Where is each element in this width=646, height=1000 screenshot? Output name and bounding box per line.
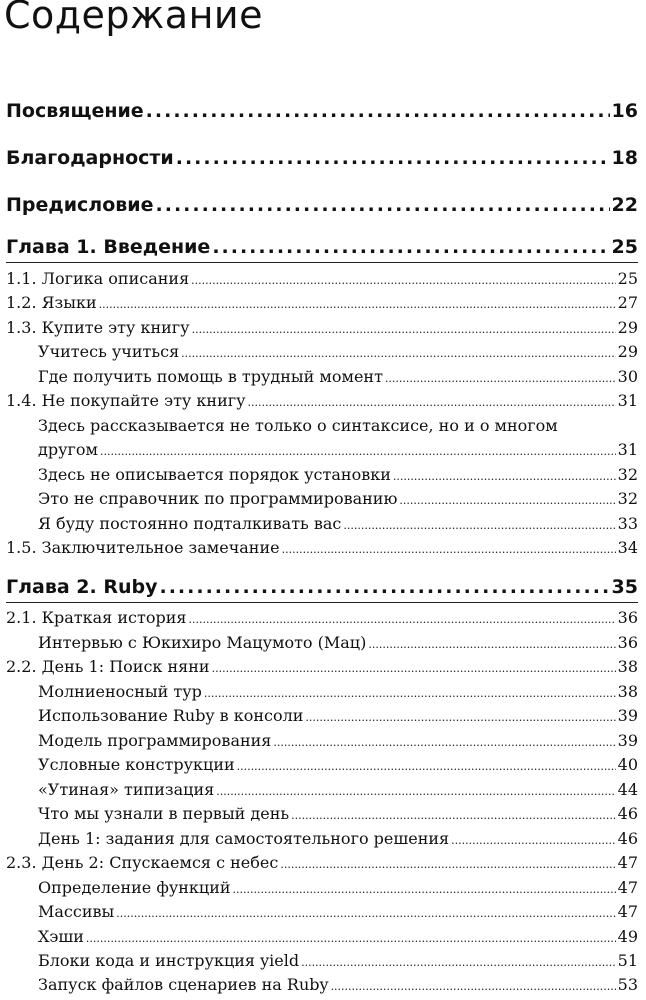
toc-entry-chapter-1[interactable] — [6, 236, 638, 258]
toc-subentry[interactable] — [38, 755, 638, 774]
leader-dots — [233, 883, 616, 896]
leader-dots — [204, 687, 616, 700]
leader-dots — [176, 147, 610, 169]
toc-entry-page: 51 — [617, 951, 638, 970]
leader-dots — [451, 834, 616, 847]
toc-entry-title: Определение функций — [38, 878, 231, 897]
leader-dots — [212, 662, 616, 675]
toc-entry-page: 16 — [611, 100, 638, 122]
toc-entry-preface[interactable] — [6, 194, 638, 216]
toc-subentry[interactable] — [38, 489, 638, 508]
toc-entry-title: Условные конструкции — [38, 755, 235, 774]
toc-entry-title: другом — [38, 440, 98, 459]
toc-subentry[interactable] — [38, 902, 638, 921]
toc-entry-title: 1.5. Заключительное замечание — [6, 538, 280, 557]
leader-dots — [282, 543, 616, 556]
toc-subentry[interactable] — [38, 975, 638, 994]
leader-dots — [116, 907, 615, 920]
toc-entry-page: 32 — [617, 489, 638, 508]
toc-entry-dedication[interactable] — [6, 100, 638, 122]
toc-entry-acknowledgements[interactable] — [6, 147, 638, 169]
toc-entry[interactable] — [6, 538, 638, 557]
toc-entry[interactable] — [6, 853, 638, 872]
toc-subentry[interactable] — [38, 440, 638, 459]
toc-subentry[interactable] — [38, 465, 638, 484]
leader-dots — [393, 470, 616, 483]
toc-entry-title: 1.2. Языки — [6, 293, 97, 312]
toc-entry-title: Предисловие — [6, 194, 154, 216]
toc-entry-title: Что мы узнали в первый день — [38, 804, 290, 823]
leader-dots — [291, 809, 616, 822]
toc-entry-title: День 1: задания для самостоятельного решения — [38, 829, 450, 848]
leader-dots — [216, 785, 615, 798]
toc-entry-title: Массивы — [38, 902, 115, 921]
toc-entry-page: 40 — [617, 755, 638, 774]
toc-entry-title: Запуск файлов сценариев на Ruby — [38, 975, 329, 994]
leader-dots — [301, 956, 616, 969]
leader-dots — [156, 194, 610, 216]
toc-entry-title: Использование Ruby в консоли — [38, 706, 304, 725]
toc-entry-title: 2.2. День 1: Поиск няни — [6, 657, 210, 676]
toc-subentry[interactable] — [38, 804, 638, 823]
toc-subentry[interactable] — [38, 342, 638, 361]
toc-entry-page: 47 — [617, 902, 638, 921]
toc-entry[interactable] — [6, 269, 638, 288]
toc-subentry[interactable] — [38, 829, 638, 848]
toc-entry-page: 29 — [617, 318, 638, 337]
toc-entry[interactable] — [6, 391, 638, 410]
toc-entry-page: 38 — [617, 657, 638, 676]
toc-entry-page: 25 — [617, 269, 638, 288]
leader-dots — [331, 980, 616, 993]
toc-entry-title: 1.4. Не покупайте эту книгу — [6, 391, 246, 410]
toc-entry-page: 32 — [617, 465, 638, 484]
leader-dots — [188, 613, 615, 626]
toc-subentry[interactable] — [38, 367, 638, 386]
toc-entry[interactable] — [6, 293, 638, 312]
toc-subentry[interactable] — [38, 731, 638, 750]
toc-entry-page: 18 — [611, 147, 638, 169]
toc-entry-page: 44 — [617, 780, 638, 799]
toc-entry-page: 46 — [617, 804, 638, 823]
toc-entry-title: Учитесь учиться — [38, 342, 180, 361]
leader-dots — [248, 396, 616, 409]
toc-entry-title: Интервью с Юкихиро Мацумото (Мац) — [38, 633, 367, 652]
leader-dots — [305, 711, 615, 724]
toc-entry-page: 25 — [611, 236, 638, 258]
toc-entry[interactable] — [6, 657, 638, 676]
toc-entry[interactable] — [6, 608, 638, 627]
leader-dots — [160, 576, 610, 598]
leader-dots — [99, 298, 616, 311]
toc-entry-title: 2.3. День 2: Спускаемся с небес — [6, 853, 279, 872]
toc-subentry[interactable] — [38, 878, 638, 897]
toc-entry-page: 38 — [617, 682, 638, 701]
toc-entry-page: 31 — [617, 440, 638, 459]
chapter-rule — [6, 602, 638, 603]
leader-dots — [273, 736, 615, 749]
toc-entry-title: Глава 1. Введение — [6, 236, 211, 258]
toc-entry-title: Благодарности — [6, 147, 174, 169]
toc-entry-page: 39 — [617, 706, 638, 725]
toc-entry-title: Хэши — [38, 927, 84, 946]
toc-entry-page: 31 — [617, 391, 638, 410]
leader-dots — [343, 519, 615, 532]
toc-entry-title: Это не справочник по программированию — [38, 489, 398, 508]
leader-dots — [100, 445, 616, 458]
toc-entry[interactable] — [6, 318, 638, 337]
leader-dots — [192, 323, 616, 336]
toc-entry-page: 53 — [617, 975, 638, 994]
toc-entry-page: 49 — [617, 927, 638, 946]
leader-dots — [368, 638, 615, 651]
leader-dots — [385, 372, 616, 385]
toc-entry-title: Молниеносный тур — [38, 682, 202, 701]
toc-subentry[interactable] — [38, 780, 638, 799]
toc-entry-page: 33 — [617, 514, 638, 533]
toc-entry-title: Здесь не описывается порядок установки — [38, 465, 391, 484]
toc-entry-title: Модель программирования — [38, 731, 272, 750]
toc-entry-page: 22 — [611, 194, 638, 216]
toc-subentry[interactable] — [38, 927, 638, 946]
leader-dots — [237, 760, 616, 773]
toc-entry-page: 35 — [611, 576, 638, 598]
toc-entry-title: Где получить помощь в трудный момент — [38, 367, 383, 386]
toc-subentry-line-1[interactable]: Здесь рассказывается не только о синтаксисе, но и о многом — [38, 416, 558, 435]
toc-entry-title: 1.1. Логика описания — [6, 269, 190, 288]
leader-dots — [399, 494, 615, 507]
toc-entry-page: 36 — [617, 608, 638, 627]
toc-entry-page: 27 — [617, 293, 638, 312]
leader-dots — [191, 274, 615, 287]
toc-entry-title: Посвящение — [6, 100, 144, 122]
toc-entry-page: 39 — [617, 731, 638, 750]
leader-dots — [212, 236, 609, 258]
leader-dots — [146, 100, 610, 122]
toc-subentry[interactable] — [38, 951, 638, 970]
toc-entry-title: Блоки кода и инструкция yield — [38, 951, 300, 970]
page-title: Содержание — [4, 0, 263, 37]
chapter-rule — [6, 262, 638, 263]
leader-dots — [86, 932, 616, 945]
toc-entry-page: 29 — [617, 342, 638, 361]
toc-entry-page: 47 — [617, 878, 638, 897]
leader-dots — [280, 858, 615, 871]
leader-dots — [181, 347, 615, 360]
toc-entry-page: 47 — [617, 853, 638, 872]
toc-entry-title: 1.3. Купите эту книгу — [6, 318, 190, 337]
toc-entry-title: 2.1. Краткая история — [6, 608, 187, 627]
toc-entry-title: Я буду постоянно подталкивать вас — [38, 514, 342, 533]
toc-entry-title: Глава 2. Ruby — [6, 576, 158, 598]
toc-subentry[interactable] — [38, 682, 638, 701]
toc-entry-page: 46 — [617, 829, 638, 848]
toc-entry-chapter-2[interactable] — [6, 576, 638, 598]
toc-entry-page: 34 — [617, 538, 638, 557]
toc-subentry[interactable] — [38, 706, 638, 725]
toc-subentry[interactable] — [38, 514, 638, 533]
toc-entry-page: 30 — [617, 367, 638, 386]
toc-entry-title: «Утиная» типизация — [38, 780, 215, 799]
toc-entry-page: 36 — [617, 633, 638, 652]
toc-subentry[interactable] — [38, 633, 638, 652]
